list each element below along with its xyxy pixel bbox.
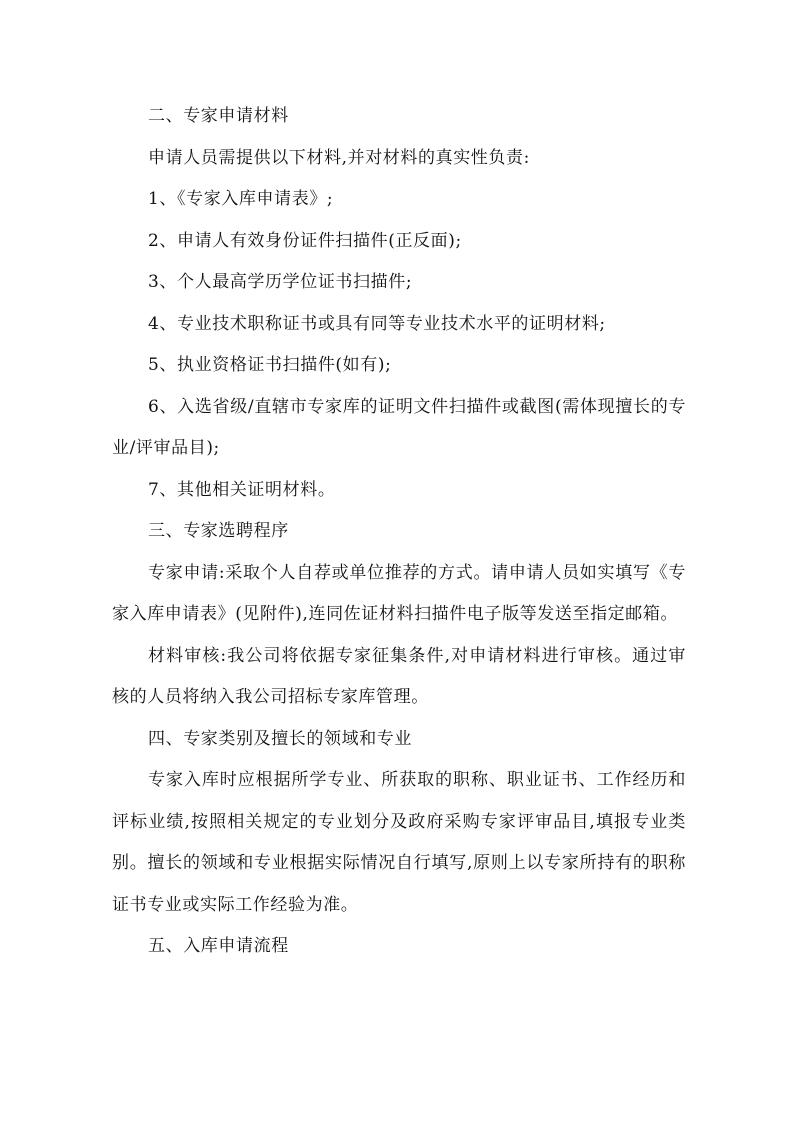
materials-item-1: 1、《专家入库申请表》;	[148, 189, 334, 209]
materials-item-6: 6、入选省级/直辖市专家库的证明文件扫描件或截图(需体现擅长的专业/评审品目);	[112, 396, 686, 458]
section-heading-selection-procedure: 三、专家选聘程序	[148, 521, 289, 541]
materials-intro-paragraph: 申请人员需提供以下材料,并对材料的真实性负责:	[148, 147, 530, 168]
materials-item-3: 3、个人最高学历学位证书扫描件;	[148, 272, 413, 292]
expert-application-paragraph: 专家申请:采取个人自荐或单位推荐的方式。请申请人员如实填写《专家入库申请表》(见附件),连同佐证材料扫描件电子版等发送至指定邮箱。	[112, 562, 686, 624]
expert-categories-paragraph: 专家入库时应根据所学专业、所获取的职称、职业证书、工作经历和评标业绩,按照相关规定的专业划分及政府采购专家评审品目,填报专业类别。擅长的领域和专业根据实际情况自行填写,原则上以专家所持有的职称证书专业或实际工作经验为准。	[112, 770, 686, 915]
section-heading-application-process: 五、入库申请流程	[148, 936, 289, 956]
document-body	[112, 96, 686, 968]
section-heading-expert-application-materials: 二、专家申请材料	[148, 106, 289, 126]
section-heading-expert-categories: 四、专家类别及擅长的领域和专业	[148, 728, 412, 749]
materials-item-7: 7、其他相关证明材料。	[148, 479, 336, 500]
materials-item-4: 4、专业技术职称证书或具有同等专业技术水平的证明材料;	[148, 313, 606, 334]
material-review-paragraph: 材料审核:我公司将依据专家征集条件,对申请材料进行审核。通过审核的人员将纳入我公司招标专家库管理。	[112, 645, 686, 707]
materials-item-2: 2、申请人有效身份证件扫描件(正反面);	[148, 230, 462, 251]
materials-item-5: 5、执业资格证书扫描件(如有);	[148, 355, 392, 375]
